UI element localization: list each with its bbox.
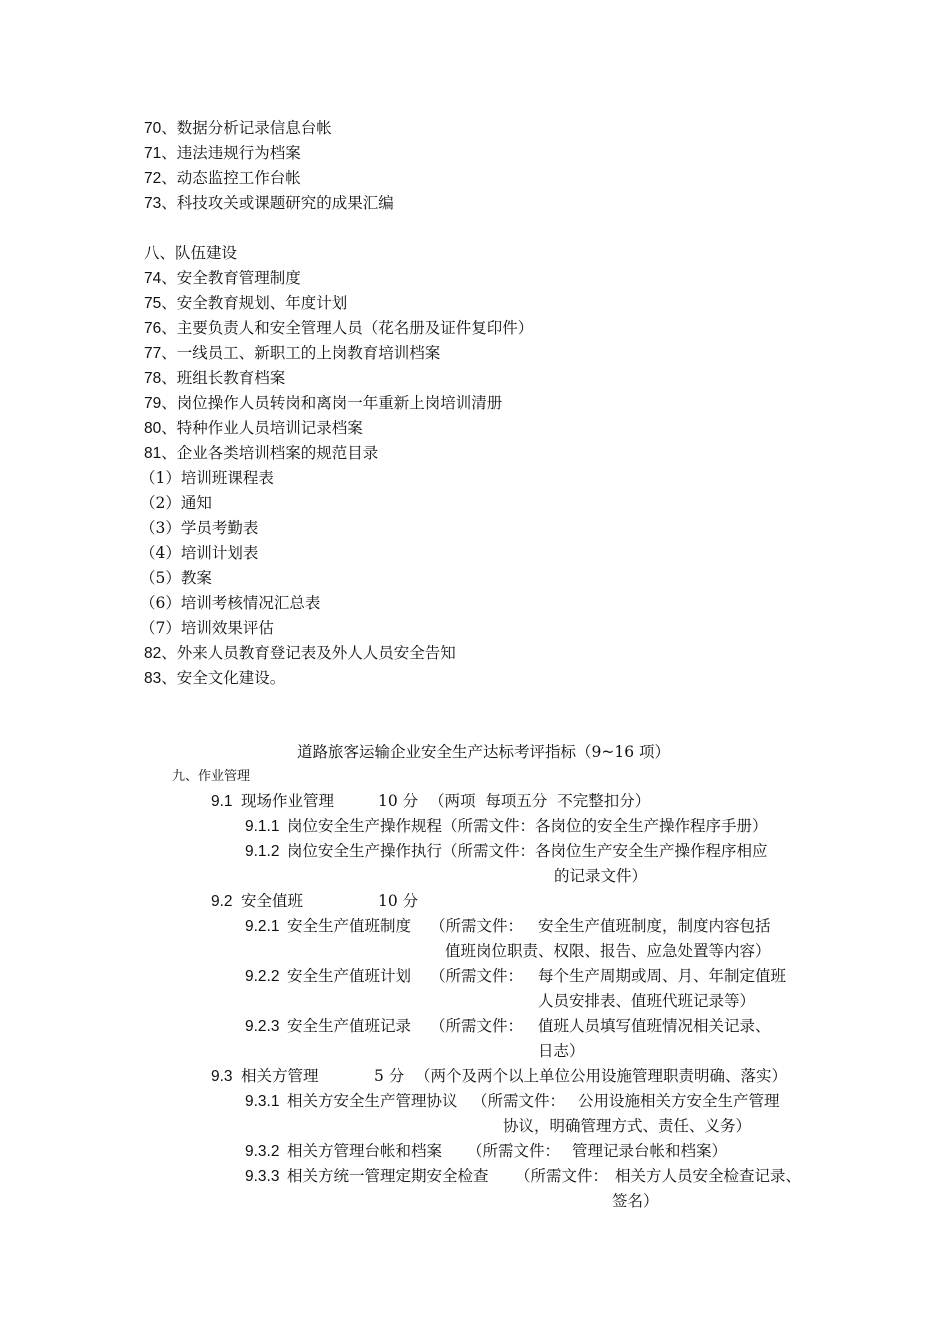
section-heading: 八、队伍建设 bbox=[144, 244, 238, 262]
sub-list-item: （4）培训计划表 bbox=[140, 544, 259, 562]
list-item: 75、安全教育规划、年度计划 bbox=[144, 294, 348, 312]
item-9-1-2-cont: 的记录文件） bbox=[554, 867, 648, 885]
item-9-2-2: 9.2.2 安全生产值班计划 （所需文件： 每个生产周期或周、月、年制定值班 bbox=[245, 967, 787, 985]
item-9-3-2: 9.3.2 相关方管理台帐和档案 （所需文件： 管理记录台帐和档案） bbox=[245, 1142, 728, 1160]
list-item: 74、安全教育管理制度 bbox=[144, 269, 301, 287]
sub-list-item: （7）培训效果评估 bbox=[140, 619, 274, 637]
sub-list-item: （6）培训考核情况汇总表 bbox=[140, 594, 321, 612]
subsection-9-3: 9.3 相关方管理 5 分 （两个及两个以上单位公用设施管理职责明确、落实） bbox=[211, 1067, 788, 1085]
item-9-3-1: 9.3.1 相关方安全生产管理协议 （所需文件： 公用设施相关方安全生产管理 bbox=[245, 1092, 780, 1110]
list-item: 76、主要负责人和安全管理人员（花名册及证件复印件） bbox=[144, 319, 534, 337]
list-item: 80、特种作业人员培训记录档案 bbox=[144, 419, 363, 437]
list-item: 78、班组长教育档案 bbox=[144, 369, 286, 387]
sub-list-item: （2）通知 bbox=[140, 494, 212, 512]
page-title: 道路旅客运输企业安全生产达标考评指标（9~16 项） bbox=[297, 743, 671, 761]
sub-list-item: （3）学员考勤表 bbox=[140, 519, 259, 537]
item-9-3-1-cont: 协议，明确管理方式、责任、义务） bbox=[503, 1117, 752, 1135]
item-9-1-2: 9.1.2 岗位安全生产操作执行（所需文件：各岗位生产安全生产操作程序相应 bbox=[245, 842, 768, 860]
list-item: 72、动态监控工作台帐 bbox=[144, 169, 301, 187]
item-9-2-1-cont: 值班岗位职责、权限、报告、应急处置等内容） bbox=[445, 942, 771, 960]
subsection-9-2: 9.2 安全值班 10 分 bbox=[211, 892, 419, 910]
list-item: 79、岗位操作人员转岗和离岗一年重新上岗培训清册 bbox=[144, 394, 503, 412]
subsection-9-1: 9.1 现场作业管理 10 分 （两项 每项五分 不完整扣分） bbox=[211, 792, 651, 810]
list-item: 82、外来人员教育登记表及外人人员安全告知 bbox=[144, 644, 456, 662]
item-9-2-2-cont: 人员安排表、值班代班记录等） bbox=[538, 992, 756, 1010]
sub-list-item: （5）教案 bbox=[140, 569, 212, 587]
sub-list-item: （1）培训班课程表 bbox=[140, 469, 274, 487]
item-9-3-3-cont: 签名） bbox=[612, 1192, 659, 1210]
item-9-1-1: 9.1.1 岗位安全生产操作规程（所需文件：各岗位的安全生产操作程序手册） bbox=[245, 817, 768, 835]
list-item: 71、违法违规行为档案 bbox=[144, 144, 301, 162]
list-item: 81、企业各类培训档案的规范目录 bbox=[144, 444, 379, 462]
list-item: 73、科技攻关或课题研究的成果汇编 bbox=[144, 194, 394, 212]
list-item: 77、一线员工、新职工的上岗教育培训档案 bbox=[144, 344, 441, 362]
item-9-2-1: 9.2.1 安全生产值班制度 （所需文件： 安全生产值班制度，制度内容包括 bbox=[245, 917, 771, 935]
section-heading: 九、作业管理 bbox=[172, 769, 251, 784]
item-9-2-3-cont: 日志） bbox=[538, 1042, 585, 1060]
list-item: 83、安全文化建设。 bbox=[144, 669, 286, 687]
item-9-2-3: 9.2.3 安全生产值班记录 （所需文件： 值班人员填写值班情况相关记录、 bbox=[245, 1017, 771, 1035]
list-item: 70、数据分析记录信息台帐 bbox=[144, 119, 332, 137]
item-9-3-3: 9.3.3 相关方统一管理定期安全检查 （所需文件： 相关方人员安全检查记录、 bbox=[245, 1167, 802, 1185]
